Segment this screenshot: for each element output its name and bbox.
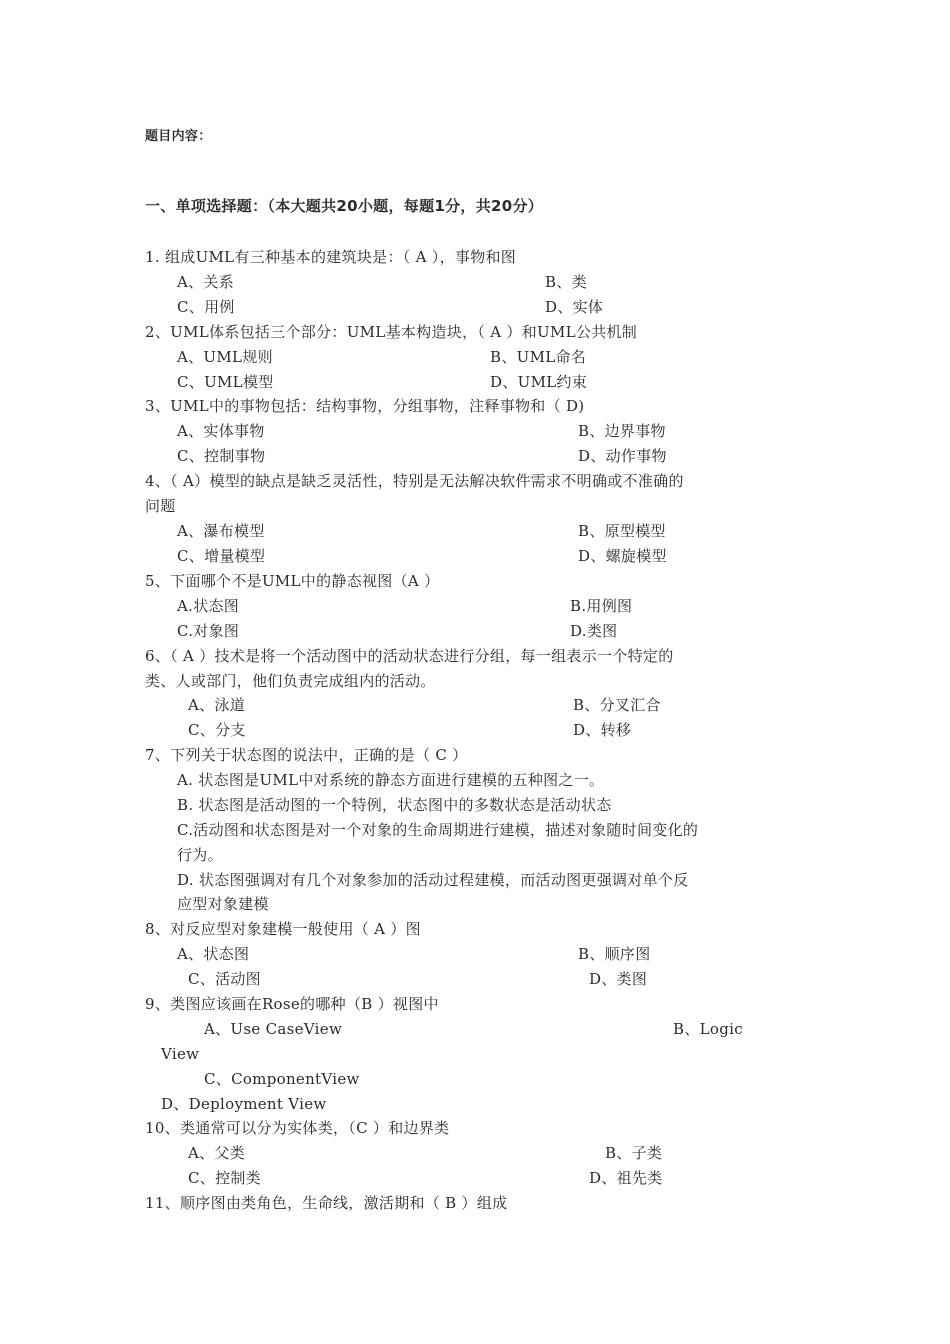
question-2-stem: 2、UML体系包括三个部分：UML基本构造块，（ A ）和UML公共机制	[145, 323, 638, 341]
question-5-stem: 5、下面哪个不是UML中的静态视图（A ）	[145, 572, 440, 590]
doc-title: 题目内容：	[145, 129, 212, 144]
question-7-option-d-line-2: 应型对象建模	[177, 895, 269, 913]
section-heading: 一、单项选择题：（本大题共20小题，每题1分，共20分）	[145, 197, 544, 215]
question-11-stem: 11、顺序图由类角色，生命线，激活期和（ B ）组成	[145, 1194, 508, 1212]
question-8-option-a: A、状态图	[177, 945, 250, 963]
question-5-option-b: B.用例图	[570, 597, 633, 615]
question-7-option-d-line-1: D. 状态图强调对有几个对象参加的活动过程建模，而活动图更强调对单个反	[177, 871, 689, 889]
question-3-option-d: D、动作事物	[578, 447, 667, 465]
question-5-option-a: A.状态图	[177, 597, 240, 615]
question-9-option-b-line-2: View	[161, 1045, 200, 1063]
question-5-option-d: D.类图	[570, 622, 618, 640]
question-9-option-c: C、ComponentView	[204, 1070, 360, 1088]
question-6-option-c: C、分支	[188, 721, 246, 739]
question-7-stem: 7、下列关于状态图的说法中，正确的是（ C ）	[145, 746, 468, 764]
question-6-option-a: A、泳道	[188, 696, 246, 714]
question-10-option-d: D、祖先类	[589, 1169, 663, 1187]
question-3-option-c: C、控制事物	[177, 447, 266, 465]
question-3-stem: 3、UML中的事物包括：结构事物，分组事物，注释事物和（ D)	[145, 397, 585, 415]
question-9-option-a: A、Use CaseView	[204, 1020, 343, 1038]
question-4-option-c: C、增量模型	[177, 547, 266, 565]
question-1-option-b: B、类	[545, 273, 587, 291]
question-8-stem: 8、对反应型对象建模一般使用（ A ）图	[145, 920, 421, 938]
question-1-option-d: D、实体	[545, 298, 604, 316]
question-2-option-a: A、UML规则	[177, 348, 273, 366]
question-8-option-c: C、活动图	[188, 970, 261, 988]
question-10-option-a: A、父类	[188, 1144, 246, 1162]
question-7-option-b: B. 状态图是活动图的一个特例，状态图中的多数状态是活动状态	[177, 796, 612, 814]
question-7-option-c-line-1: C.活动图和状态图是对一个对象的生命周期进行建模，描述对象随时间变化的	[177, 821, 699, 839]
question-1-option-a: A、关系	[177, 273, 235, 291]
question-5-option-c: C.对象图	[177, 622, 240, 640]
question-3-option-b: B、边界事物	[578, 422, 666, 440]
question-2-option-c: C、UML模型	[177, 373, 274, 391]
question-3-option-a: A、实体事物	[177, 422, 265, 440]
question-9-option-d: D、Deployment View	[161, 1095, 327, 1113]
question-4-option-a: A、瀑布模型	[177, 522, 265, 540]
question-4-stem-line-1: 4、（ A）模型的缺点是缺乏灵活性，特别是无法解决软件需求不明确或不准确的	[145, 472, 684, 490]
question-6-option-b: B、分叉汇合	[573, 696, 661, 714]
question-8-option-d: D、类图	[589, 970, 648, 988]
question-7-option-c-line-2: 行为。	[177, 846, 223, 864]
question-1-stem: 1. 组成UML有三种基本的建筑块是：（ A ），事物和图	[145, 248, 517, 266]
question-6-option-d: D、转移	[573, 721, 632, 739]
question-10-option-c: C、控制类	[188, 1169, 261, 1187]
question-4-stem-line-2: 问题	[145, 497, 176, 515]
question-6-stem-line-1: 6、（ A ）技术是将一个活动图中的活动状态进行分组，每一组表示一个特定的	[145, 647, 674, 665]
question-4-option-d: D、螺旋模型	[578, 547, 667, 565]
question-8-option-b: B、顺序图	[578, 945, 651, 963]
question-9-stem: 9、类图应该画在Rose的哪种（B ）视图中	[145, 995, 439, 1013]
question-9-option-b-line-1: B、Logic	[673, 1020, 743, 1038]
question-6-stem-line-2: 类、人或部门，他们负责完成组内的活动。	[145, 672, 436, 690]
question-2-option-b: B、UML命名	[490, 348, 587, 366]
question-10-stem: 10、类通常可以分为实体类，（C ）和边界类	[145, 1119, 450, 1137]
question-10-option-b: B、子类	[605, 1144, 663, 1162]
question-2-option-d: D、UML约束	[490, 373, 588, 391]
question-7-option-a: A. 状态图是UML中对系统的静态方面进行建模的五种图之一。	[177, 771, 605, 789]
question-1-option-c: C、用例	[177, 298, 235, 316]
question-4-option-b: B、原型模型	[578, 522, 666, 540]
